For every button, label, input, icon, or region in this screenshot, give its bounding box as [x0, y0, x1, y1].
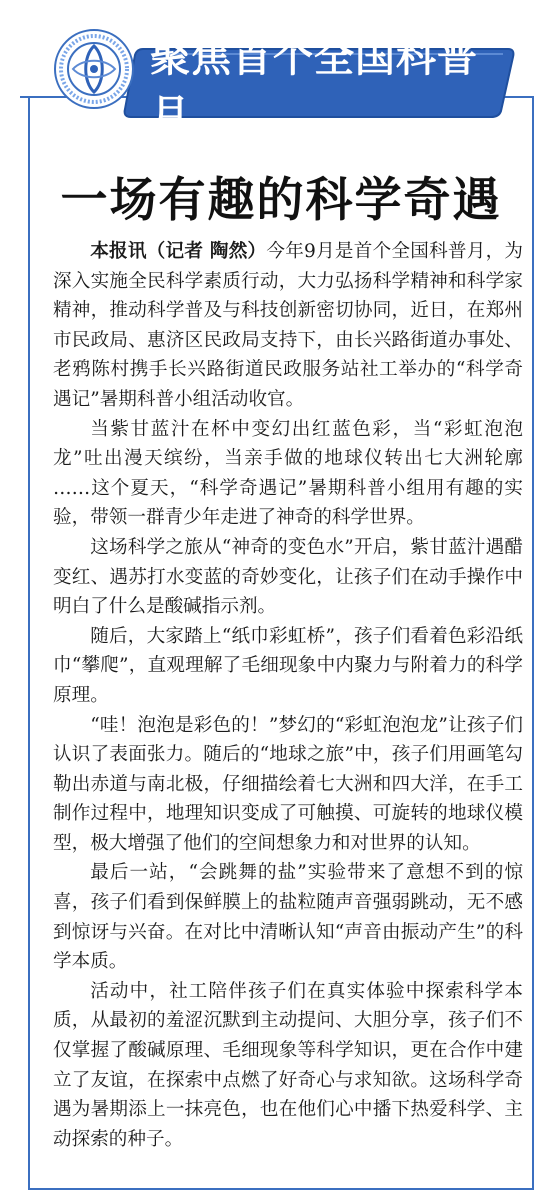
- paragraph-3: 这场科学之旅从“神奇的变色水”开启，紫甘蓝汁遇醋变红、遇苏打水变蓝的奇妙变化，让孩子们在动手操作中明白了什么是酸碱指示剂。: [53, 536, 523, 618]
- paragraph-4: 随后，大家踏上“纸巾彩虹桥”，孩子们看着色彩沿纸巾“攀爬”，直观理解了毛细现象中内聚力与附着力的科学原理。: [53, 625, 523, 706]
- paragraph-1-text: 今年9月是首个全国科普月，为深入实施全民科学素质行动，大力弘扬科学精神和科学家精神，推动科学普及与科技创新密切协同，近日，在郑州市民政局、惠济区民政局支持下，由长兴路街道办事处、老鸦陈村携手长兴路街道民政服务站社工举办的“科学奇遇记”暑期科普小组活动收官。: [53, 241, 523, 410]
- paragraph-6: 最后一站，“会跳舞的盐”实验带来了意想不到的惊喜，孩子们看到保鲜膜上的盐粒随声音强弱跳动，无不感到惊讶与兴奋。在对比中清晰认知“声音由振动产生”的科学本质。: [53, 862, 523, 973]
- paragraph-2: 当紫甘蓝汁在杯中变幻出红蓝色彩，当“彩虹泡泡龙”吐出漫天缤纷，当亲手做的地球仪转出七大洲轮廓 ……这个夏天，“科学奇遇记”暑期科普小组用有趣的实验，带领一群青少年走进了神奇的科学世界。: [53, 418, 523, 529]
- banner-title: 聚焦首个全国科普月: [150, 35, 478, 138]
- headline: 一场有趣的科学奇遇: [60, 173, 502, 228]
- science-month-seal-icon: [53, 28, 135, 110]
- paragraph-7: 活动中，社工陪伴孩子们在真实体验中探索科学本质，从最初的羞涩沉默到主动提问、大胆分享，孩子们不仅掌握了酸碱原理、毛细现象等科学知识，更在合作中建立了友谊，在探索中点燃了好奇心与求知欲。这场科学奇遇为暑期添上一抹亮色，也在他们心中播下热爱科学、主动探索的种子。: [53, 980, 523, 1150]
- article-lead: 本报讯（记者 陶然）: [90, 241, 267, 262]
- paragraph-5: “哇！泡泡是彩色的！”梦幻的“彩虹泡泡龙”让孩子们认识了表面张力。随后的“地球之旅”中，孩子们用画笔勾勒出赤道与南北极，仔细描绘着七大洲和四大洋，在手工制作过程中，地理知识变成了可触摸、可旋转的地球仪模型，极大增强了他们的空间想象力和对世界的认知。: [53, 714, 523, 854]
- paragraph-1: [53, 237, 523, 415]
- article-body: [53, 237, 523, 1154]
